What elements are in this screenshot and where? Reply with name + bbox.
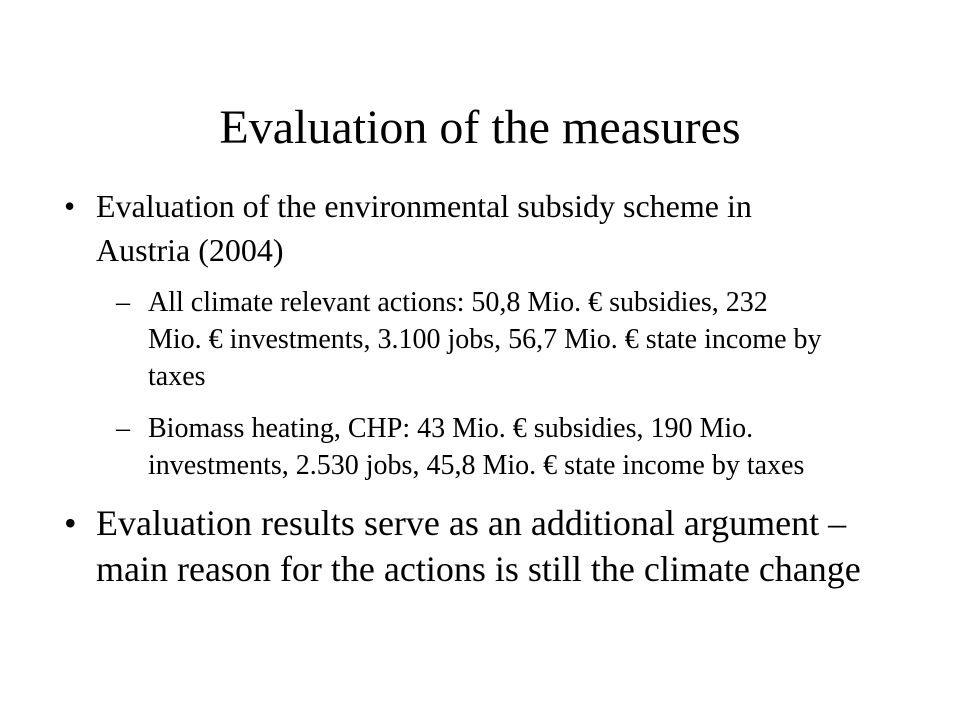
sub-bullet-item <box>64 410 828 484</box>
bullet-marker: • <box>64 503 77 543</box>
bullet-marker: • <box>64 188 76 224</box>
slide-content <box>64 184 944 592</box>
dash-marker: – <box>116 413 130 444</box>
dash-marker: – <box>116 287 130 318</box>
bullet-item <box>64 500 916 592</box>
sub-bullet-text: Biomass heating, CHP: 43 Mio. € subsidies, 190 Mio. investments, 2.530 jobs, 45,8 Mio. € state income by taxes <box>148 413 805 481</box>
bullet-item <box>64 184 816 272</box>
sub-bullet-text: All climate relevant actions: 50,8 Mio. € subsidies, 232 Mio. € investments, 3.100 jobs, 56,7 Mio. € state income by taxes <box>148 287 822 392</box>
sub-bullet-item <box>64 284 828 395</box>
slide-title: Evaluation of the measures <box>219 101 741 154</box>
bullet-text: Evaluation results serve as an additional argument – main reason for the actions is still the climate change <box>96 503 861 589</box>
bullet-text: Evaluation of the environmental subsidy scheme in Austria (2004) <box>96 188 752 268</box>
